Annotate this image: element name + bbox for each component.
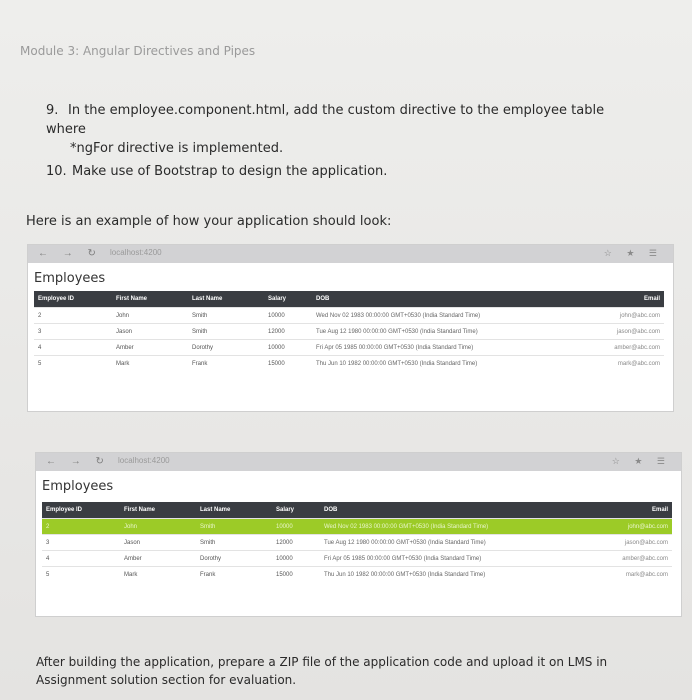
- table-row: [42, 519, 672, 535]
- cell-dob: Fri Apr 05 1985 00:00:00 GMT+0530 (India Standard Time): [312, 340, 550, 356]
- cell-salary: 10000: [264, 308, 312, 324]
- cell-email: john@abc.com: [550, 308, 664, 324]
- browser-toolbar: [36, 453, 681, 471]
- cell-last: Frank: [188, 356, 264, 372]
- column-header: DOB: [320, 502, 558, 519]
- cell-email: mark@abc.com: [550, 356, 664, 372]
- cell-first: Amber: [112, 340, 188, 356]
- step-number: 9.: [46, 103, 59, 118]
- cell-salary: 10000: [272, 519, 320, 535]
- cell-id: 3: [42, 535, 120, 551]
- step-number: 10.: [46, 164, 67, 179]
- cell-dob: Tue Aug 12 1980 00:00:00 GMT+0530 (India Standard Time): [312, 324, 550, 340]
- cell-last: Frank: [196, 567, 272, 583]
- example-screenshot-plain: [27, 244, 674, 412]
- table-header-row: [42, 502, 672, 519]
- step-text: In the employee.component.html, add the custom directive to the employee table where: [46, 103, 605, 137]
- cell-first: Jason: [112, 324, 188, 340]
- column-header: Employee ID: [42, 502, 120, 519]
- browser-nav-icons: ← → ↻: [38, 248, 102, 259]
- cell-salary: 15000: [264, 356, 312, 372]
- column-header: Employee ID: [34, 291, 112, 308]
- column-header: Last Name: [188, 291, 264, 308]
- column-header: First Name: [120, 502, 196, 519]
- cell-dob: Fri Apr 05 1985 00:00:00 GMT+0530 (India Standard Time): [320, 551, 558, 567]
- cell-salary: 12000: [272, 535, 320, 551]
- table-body: [34, 308, 664, 372]
- submission-instructions: After building the application, prepare a ZIP file of the application code and upload it on LMS in Assignment solution section for evaluation.: [36, 655, 608, 687]
- table-row: [34, 324, 664, 340]
- example-intro: Here is an example of how your application should look:: [26, 214, 392, 229]
- cell-last: Smith: [188, 324, 264, 340]
- cell-email: jason@abc.com: [550, 324, 664, 340]
- table-row: [42, 567, 672, 583]
- cell-last: Dorothy: [188, 340, 264, 356]
- cell-dob: Wed Nov 02 1983 00:00:00 GMT+0530 (India Standard Time): [312, 308, 550, 324]
- cell-first: Mark: [120, 567, 196, 583]
- cell-dob: Wed Nov 02 1983 00:00:00 GMT+0530 (India Standard Time): [320, 519, 558, 535]
- cell-salary: 10000: [264, 340, 312, 356]
- cell-last: Dorothy: [196, 551, 272, 567]
- cell-last: Smith: [196, 519, 272, 535]
- column-header: DOB: [312, 291, 550, 308]
- cell-id: 3: [34, 324, 112, 340]
- cell-dob: Thu Jun 10 1982 00:00:00 GMT+0530 (India Standard Time): [312, 356, 550, 372]
- employee-table: [34, 291, 664, 371]
- column-header: Email: [558, 502, 672, 519]
- column-header: First Name: [112, 291, 188, 308]
- step-9: [46, 101, 646, 158]
- browser-url: localhost:4200: [110, 248, 162, 257]
- cell-first: Amber: [120, 551, 196, 567]
- cell-email: john@abc.com: [558, 519, 672, 535]
- cell-id: 2: [42, 519, 120, 535]
- step-10: [46, 162, 387, 181]
- step-text: Make use of Bootstrap to design the application.: [72, 164, 388, 179]
- table-header-row: [34, 291, 664, 308]
- column-header: Last Name: [196, 502, 272, 519]
- cell-id: 4: [34, 340, 112, 356]
- cell-last: Smith: [188, 308, 264, 324]
- cell-email: amber@abc.com: [550, 340, 664, 356]
- cell-first: John: [112, 308, 188, 324]
- table-row: [42, 551, 672, 567]
- cell-id: 2: [34, 308, 112, 324]
- cell-email: mark@abc.com: [558, 567, 672, 583]
- cell-email: jason@abc.com: [558, 535, 672, 551]
- cell-id: 5: [42, 567, 120, 583]
- cell-first: Jason: [120, 535, 196, 551]
- cell-salary: 10000: [272, 551, 320, 567]
- table-body: [42, 519, 672, 583]
- browser-action-icons: ☆ ★ ☰: [603, 248, 663, 258]
- cell-dob: Thu Jun 10 1982 00:00:00 GMT+0530 (India Standard Time): [320, 567, 558, 583]
- cell-last: Smith: [196, 535, 272, 551]
- example-screenshot-highlighted: [35, 452, 682, 617]
- browser-nav-icons: ← → ↻: [46, 456, 110, 467]
- cell-first: John: [120, 519, 196, 535]
- browser-toolbar: [28, 245, 673, 263]
- table-row: [42, 535, 672, 551]
- column-header: Salary: [272, 502, 320, 519]
- step-text-continued: *ngFor directive is implemented.: [70, 141, 284, 156]
- cell-salary: 12000: [264, 324, 312, 340]
- app-title: Employees: [42, 479, 114, 494]
- cell-id: 4: [42, 551, 120, 567]
- column-header: Salary: [264, 291, 312, 308]
- cell-dob: Tue Aug 12 1980 00:00:00 GMT+0530 (India Standard Time): [320, 535, 558, 551]
- app-title: Employees: [34, 271, 106, 286]
- table-row: [34, 308, 664, 324]
- module-title: Module 3: Angular Directives and Pipes: [20, 44, 256, 58]
- employee-table: [42, 502, 672, 582]
- cell-salary: 15000: [272, 567, 320, 583]
- browser-action-icons: ☆ ★ ☰: [611, 456, 671, 466]
- table-row: [34, 340, 664, 356]
- cell-email: amber@abc.com: [558, 551, 672, 567]
- table-row: [34, 356, 664, 372]
- cell-first: Mark: [112, 356, 188, 372]
- browser-url: localhost:4200: [118, 456, 170, 465]
- column-header: Email: [550, 291, 664, 308]
- cell-id: 5: [34, 356, 112, 372]
